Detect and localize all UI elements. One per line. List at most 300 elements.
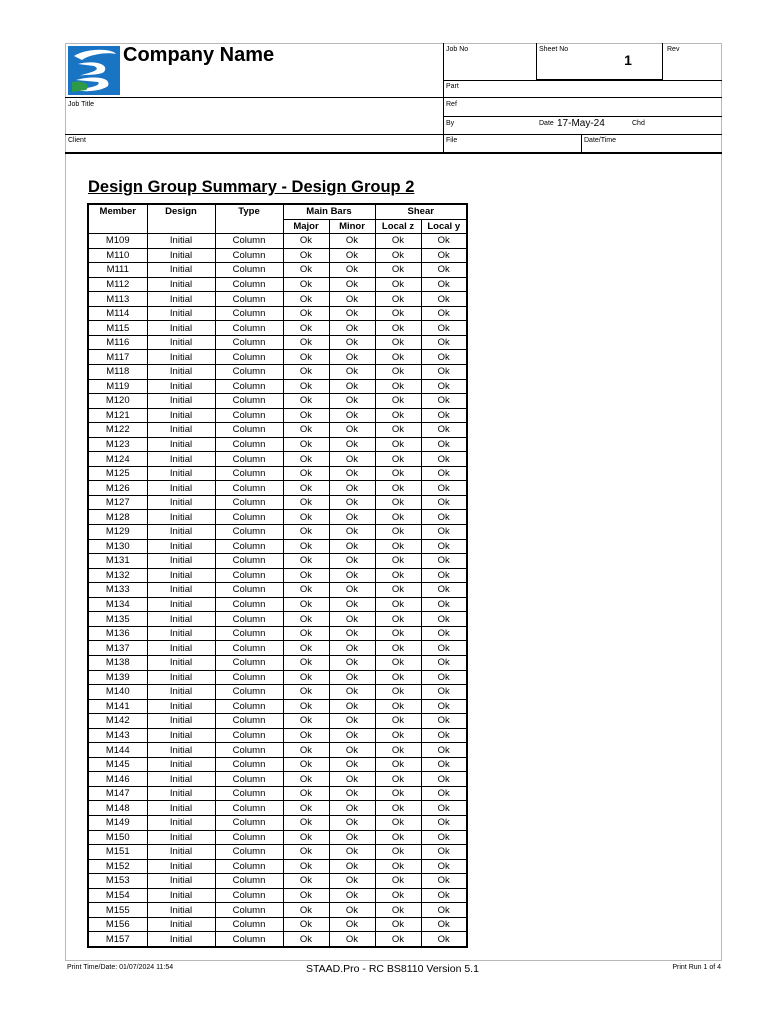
by-label: By [446, 120, 455, 127]
cell-local-y: Ok [421, 626, 467, 641]
table-row [88, 365, 467, 380]
cell-minor: Ok [329, 917, 375, 932]
cell-minor: Ok [329, 685, 375, 700]
cell-member: M155 [88, 903, 147, 918]
cell-minor: Ok [329, 772, 375, 787]
table-row [88, 394, 467, 409]
cell-design: Initial [147, 452, 215, 467]
cell-type: Column [215, 772, 283, 787]
cell-minor: Ok [329, 554, 375, 569]
table-row [88, 292, 467, 307]
cell-type: Column [215, 699, 283, 714]
cell-member: M128 [88, 510, 147, 525]
table-row [88, 743, 467, 758]
rev-label: Rev [667, 46, 680, 53]
cell-major: Ok [283, 408, 329, 423]
cell-type: Column [215, 568, 283, 583]
cell-type: Column [215, 321, 283, 336]
cell-type: Column [215, 815, 283, 830]
cell-local-z: Ok [375, 932, 421, 947]
cell-member: M140 [88, 685, 147, 700]
table-row [88, 408, 467, 423]
cell-minor: Ok [329, 728, 375, 743]
cell-design: Initial [147, 743, 215, 758]
table-row [88, 495, 467, 510]
cell-major: Ok [283, 830, 329, 845]
cell-type: Column [215, 292, 283, 307]
cell-local-z: Ok [375, 365, 421, 380]
cell-type: Column [215, 801, 283, 816]
cell-type: Column [215, 626, 283, 641]
cell-major: Ok [283, 597, 329, 612]
col-header-minor: Minor [329, 219, 375, 234]
table-row [88, 568, 467, 583]
col-header-local-y: Local y [421, 219, 467, 234]
cell-major: Ok [283, 379, 329, 394]
cell-design: Initial [147, 685, 215, 700]
cell-type: Column [215, 234, 283, 249]
col-header-design: Design [147, 204, 215, 234]
cell-minor: Ok [329, 277, 375, 292]
cell-major: Ok [283, 525, 329, 540]
cell-local-z: Ok [375, 263, 421, 278]
table-row [88, 888, 467, 903]
cell-local-z: Ok [375, 903, 421, 918]
cell-local-y: Ok [421, 277, 467, 292]
cell-minor: Ok [329, 597, 375, 612]
title-block [65, 43, 722, 154]
cell-minor: Ok [329, 379, 375, 394]
cell-type: Column [215, 641, 283, 656]
cell-minor: Ok [329, 801, 375, 816]
program-version: STAAD.Pro - RC BS8110 Version 5.1 [306, 963, 479, 975]
cell-local-z: Ok [375, 481, 421, 496]
cell-minor: Ok [329, 321, 375, 336]
table-row [88, 612, 467, 627]
cell-member: M126 [88, 481, 147, 496]
cell-local-y: Ok [421, 335, 467, 350]
cell-minor: Ok [329, 830, 375, 845]
cell-design: Initial [147, 845, 215, 860]
cell-design: Initial [147, 772, 215, 787]
cell-member: M146 [88, 772, 147, 787]
cell-type: Column [215, 437, 283, 452]
table-row [88, 466, 467, 481]
cell-design: Initial [147, 932, 215, 947]
cell-local-y: Ok [421, 365, 467, 380]
cell-design: Initial [147, 641, 215, 656]
col-header-main-bars: Main Bars [283, 204, 375, 219]
cell-major: Ok [283, 917, 329, 932]
cell-major: Ok [283, 859, 329, 874]
cell-local-y: Ok [421, 263, 467, 278]
cell-type: Column [215, 903, 283, 918]
cell-minor: Ok [329, 350, 375, 365]
cell-minor: Ok [329, 932, 375, 947]
cell-design: Initial [147, 554, 215, 569]
date-value: 17-May-24 [557, 118, 605, 129]
cell-type: Column [215, 743, 283, 758]
cell-design: Initial [147, 495, 215, 510]
print-run: Print Run 1 of 4 [672, 964, 721, 971]
cell-minor: Ok [329, 568, 375, 583]
cell-member: M120 [88, 394, 147, 409]
cell-minor: Ok [329, 714, 375, 729]
cell-major: Ok [283, 277, 329, 292]
cell-local-y: Ok [421, 743, 467, 758]
cell-major: Ok [283, 786, 329, 801]
cell-major: Ok [283, 772, 329, 787]
cell-design: Initial [147, 815, 215, 830]
cell-local-z: Ok [375, 306, 421, 321]
cell-type: Column [215, 277, 283, 292]
cell-design: Initial [147, 597, 215, 612]
cell-member: M156 [88, 917, 147, 932]
cell-local-y: Ok [421, 772, 467, 787]
cell-minor: Ok [329, 903, 375, 918]
cell-minor: Ok [329, 583, 375, 598]
cell-local-y: Ok [421, 466, 467, 481]
cell-design: Initial [147, 365, 215, 380]
cell-major: Ok [283, 670, 329, 685]
cell-minor: Ok [329, 408, 375, 423]
cell-design: Initial [147, 626, 215, 641]
cell-local-z: Ok [375, 350, 421, 365]
cell-design: Initial [147, 466, 215, 481]
cell-major: Ok [283, 554, 329, 569]
cell-design: Initial [147, 699, 215, 714]
cell-member: M137 [88, 641, 147, 656]
cell-member: M151 [88, 845, 147, 860]
table-row [88, 859, 467, 874]
cell-minor: Ok [329, 757, 375, 772]
cell-local-z: Ok [375, 554, 421, 569]
cell-local-z: Ok [375, 626, 421, 641]
datetime-label: Date/Time [584, 137, 617, 144]
cell-local-z: Ok [375, 335, 421, 350]
cell-major: Ok [283, 292, 329, 307]
cell-type: Column [215, 597, 283, 612]
cell-local-y: Ok [421, 583, 467, 598]
cell-type: Column [215, 845, 283, 860]
cell-local-z: Ok [375, 597, 421, 612]
cell-design: Initial [147, 408, 215, 423]
job-title-label: Job Title [68, 101, 95, 108]
cell-local-z: Ok [375, 786, 421, 801]
cell-minor: Ok [329, 641, 375, 656]
cell-member: M125 [88, 466, 147, 481]
cell-type: Column [215, 830, 283, 845]
cell-local-y: Ok [421, 932, 467, 947]
cell-member: M147 [88, 786, 147, 801]
cell-minor: Ok [329, 234, 375, 249]
cell-local-z: Ok [375, 292, 421, 307]
cell-member: M124 [88, 452, 147, 467]
cell-local-z: Ok [375, 568, 421, 583]
cell-local-z: Ok [375, 757, 421, 772]
cell-major: Ok [283, 335, 329, 350]
table-body [88, 234, 467, 947]
cell-local-y: Ok [421, 845, 467, 860]
cell-local-y: Ok [421, 728, 467, 743]
cell-design: Initial [147, 670, 215, 685]
cell-type: Column [215, 306, 283, 321]
cell-member: M112 [88, 277, 147, 292]
cell-minor: Ok [329, 525, 375, 540]
cell-major: Ok [283, 714, 329, 729]
cell-type: Column [215, 248, 283, 263]
col-header-member: Member [88, 204, 147, 234]
cell-member: M157 [88, 932, 147, 947]
cell-design: Initial [147, 277, 215, 292]
cell-design: Initial [147, 350, 215, 365]
cell-local-y: Ok [421, 917, 467, 932]
cell-major: Ok [283, 539, 329, 554]
sheet-no-label: Sheet No [539, 46, 569, 53]
cell-member: M111 [88, 263, 147, 278]
cell-major: Ok [283, 365, 329, 380]
cell-member: M118 [88, 365, 147, 380]
table-row [88, 845, 467, 860]
cell-member: M143 [88, 728, 147, 743]
cell-member: M134 [88, 597, 147, 612]
cell-member: M109 [88, 234, 147, 249]
cell-design: Initial [147, 306, 215, 321]
cell-local-y: Ok [421, 394, 467, 409]
cell-type: Column [215, 525, 283, 540]
cell-type: Column [215, 757, 283, 772]
cell-minor: Ok [329, 437, 375, 452]
cell-local-y: Ok [421, 597, 467, 612]
table-row [88, 452, 467, 467]
cell-type: Column [215, 888, 283, 903]
cell-member: M152 [88, 859, 147, 874]
cell-type: Column [215, 932, 283, 947]
table-row [88, 321, 467, 336]
cell-local-z: Ok [375, 830, 421, 845]
cell-design: Initial [147, 888, 215, 903]
cell-local-z: Ok [375, 743, 421, 758]
table-row [88, 728, 467, 743]
cell-member: M138 [88, 655, 147, 670]
cell-local-y: Ok [421, 248, 467, 263]
sheet-no-value: 1 [624, 52, 632, 68]
cell-local-z: Ok [375, 917, 421, 932]
table-row [88, 379, 467, 394]
cell-local-z: Ok [375, 495, 421, 510]
cell-local-z: Ok [375, 525, 421, 540]
cell-member: M136 [88, 626, 147, 641]
job-no-label: Job No [446, 46, 469, 53]
cell-local-z: Ok [375, 437, 421, 452]
cell-type: Column [215, 408, 283, 423]
cell-minor: Ok [329, 815, 375, 830]
table-row [88, 670, 467, 685]
cell-minor: Ok [329, 452, 375, 467]
cell-minor: Ok [329, 786, 375, 801]
cell-design: Initial [147, 481, 215, 496]
cell-minor: Ok [329, 874, 375, 889]
table-row [88, 874, 467, 889]
chd-label: Chd [632, 120, 645, 127]
table-row [88, 801, 467, 816]
cell-local-z: Ok [375, 772, 421, 787]
cell-design: Initial [147, 437, 215, 452]
cell-type: Column [215, 452, 283, 467]
cell-major: Ok [283, 466, 329, 481]
col-header-shear: Shear [375, 204, 467, 219]
cell-member: M113 [88, 292, 147, 307]
table-row [88, 699, 467, 714]
cell-major: Ok [283, 845, 329, 860]
cell-major: Ok [283, 888, 329, 903]
table-row [88, 903, 467, 918]
cell-local-y: Ok [421, 423, 467, 438]
cell-type: Column [215, 786, 283, 801]
cell-member: M122 [88, 423, 147, 438]
cell-major: Ok [283, 263, 329, 278]
table-row [88, 772, 467, 787]
cell-minor: Ok [329, 888, 375, 903]
cell-local-y: Ok [421, 612, 467, 627]
print-time: Print Time/Date: 01/07/2024 11:54 [67, 964, 174, 971]
cell-design: Initial [147, 394, 215, 409]
col-header-major: Major [283, 219, 329, 234]
cell-type: Column [215, 612, 283, 627]
cell-major: Ok [283, 350, 329, 365]
cell-type: Column [215, 423, 283, 438]
cell-major: Ok [283, 234, 329, 249]
cell-local-z: Ok [375, 874, 421, 889]
cell-local-y: Ok [421, 685, 467, 700]
table-row [88, 685, 467, 700]
cell-minor: Ok [329, 845, 375, 860]
cell-local-y: Ok [421, 641, 467, 656]
cell-design: Initial [147, 292, 215, 307]
table-row [88, 510, 467, 525]
cell-major: Ok [283, 423, 329, 438]
cell-type: Column [215, 714, 283, 729]
cell-member: M153 [88, 874, 147, 889]
cell-design: Initial [147, 757, 215, 772]
cell-major: Ok [283, 626, 329, 641]
cell-minor: Ok [329, 306, 375, 321]
cell-design: Initial [147, 248, 215, 263]
cell-local-y: Ok [421, 437, 467, 452]
cell-local-y: Ok [421, 714, 467, 729]
cell-local-y: Ok [421, 903, 467, 918]
cell-minor: Ok [329, 626, 375, 641]
cell-type: Column [215, 335, 283, 350]
cell-local-z: Ok [375, 859, 421, 874]
cell-type: Column [215, 350, 283, 365]
cell-design: Initial [147, 786, 215, 801]
table-row [88, 583, 467, 598]
table-row [88, 335, 467, 350]
cell-minor: Ok [329, 248, 375, 263]
cell-major: Ok [283, 641, 329, 656]
cell-major: Ok [283, 743, 329, 758]
table-row [88, 757, 467, 772]
cell-member: M154 [88, 888, 147, 903]
cell-minor: Ok [329, 394, 375, 409]
cell-type: Column [215, 583, 283, 598]
cell-local-y: Ok [421, 379, 467, 394]
cell-major: Ok [283, 801, 329, 816]
table-row [88, 597, 467, 612]
col-header-type: Type [215, 204, 283, 234]
cell-member: M127 [88, 495, 147, 510]
cell-type: Column [215, 365, 283, 380]
cell-member: M144 [88, 743, 147, 758]
cell-design: Initial [147, 801, 215, 816]
cell-major: Ok [283, 874, 329, 889]
cell-major: Ok [283, 815, 329, 830]
cell-major: Ok [283, 932, 329, 947]
cell-local-y: Ok [421, 408, 467, 423]
cell-design: Initial [147, 321, 215, 336]
cell-member: M141 [88, 699, 147, 714]
table-row [88, 423, 467, 438]
cell-local-z: Ok [375, 379, 421, 394]
cell-minor: Ok [329, 612, 375, 627]
cell-local-y: Ok [421, 830, 467, 845]
table-row [88, 525, 467, 540]
cell-local-z: Ok [375, 394, 421, 409]
cell-design: Initial [147, 830, 215, 845]
cell-major: Ok [283, 306, 329, 321]
cell-local-z: Ok [375, 801, 421, 816]
table-row [88, 815, 467, 830]
cell-design: Initial [147, 335, 215, 350]
cell-design: Initial [147, 568, 215, 583]
cell-major: Ok [283, 685, 329, 700]
cell-minor: Ok [329, 335, 375, 350]
cell-minor: Ok [329, 365, 375, 380]
cell-major: Ok [283, 321, 329, 336]
cell-type: Column [215, 466, 283, 481]
cell-type: Column [215, 874, 283, 889]
cell-local-y: Ok [421, 888, 467, 903]
cell-major: Ok [283, 699, 329, 714]
cell-major: Ok [283, 248, 329, 263]
cell-member: M148 [88, 801, 147, 816]
cell-design: Initial [147, 612, 215, 627]
cell-local-z: Ok [375, 888, 421, 903]
cell-member: M129 [88, 525, 147, 540]
cell-local-y: Ok [421, 452, 467, 467]
table-row [88, 306, 467, 321]
cell-local-y: Ok [421, 874, 467, 889]
cell-major: Ok [283, 728, 329, 743]
date-label: Date [539, 120, 554, 127]
cell-type: Column [215, 685, 283, 700]
table-row [88, 437, 467, 452]
file-label: File [446, 137, 458, 144]
cell-local-y: Ok [421, 292, 467, 307]
table-row [88, 917, 467, 932]
cell-member: M123 [88, 437, 147, 452]
cell-member: M139 [88, 670, 147, 685]
cell-design: Initial [147, 510, 215, 525]
cell-local-z: Ok [375, 641, 421, 656]
cell-local-y: Ok [421, 321, 467, 336]
cell-design: Initial [147, 234, 215, 249]
cell-local-y: Ok [421, 859, 467, 874]
cell-major: Ok [283, 481, 329, 496]
cell-design: Initial [147, 539, 215, 554]
cell-member: M121 [88, 408, 147, 423]
